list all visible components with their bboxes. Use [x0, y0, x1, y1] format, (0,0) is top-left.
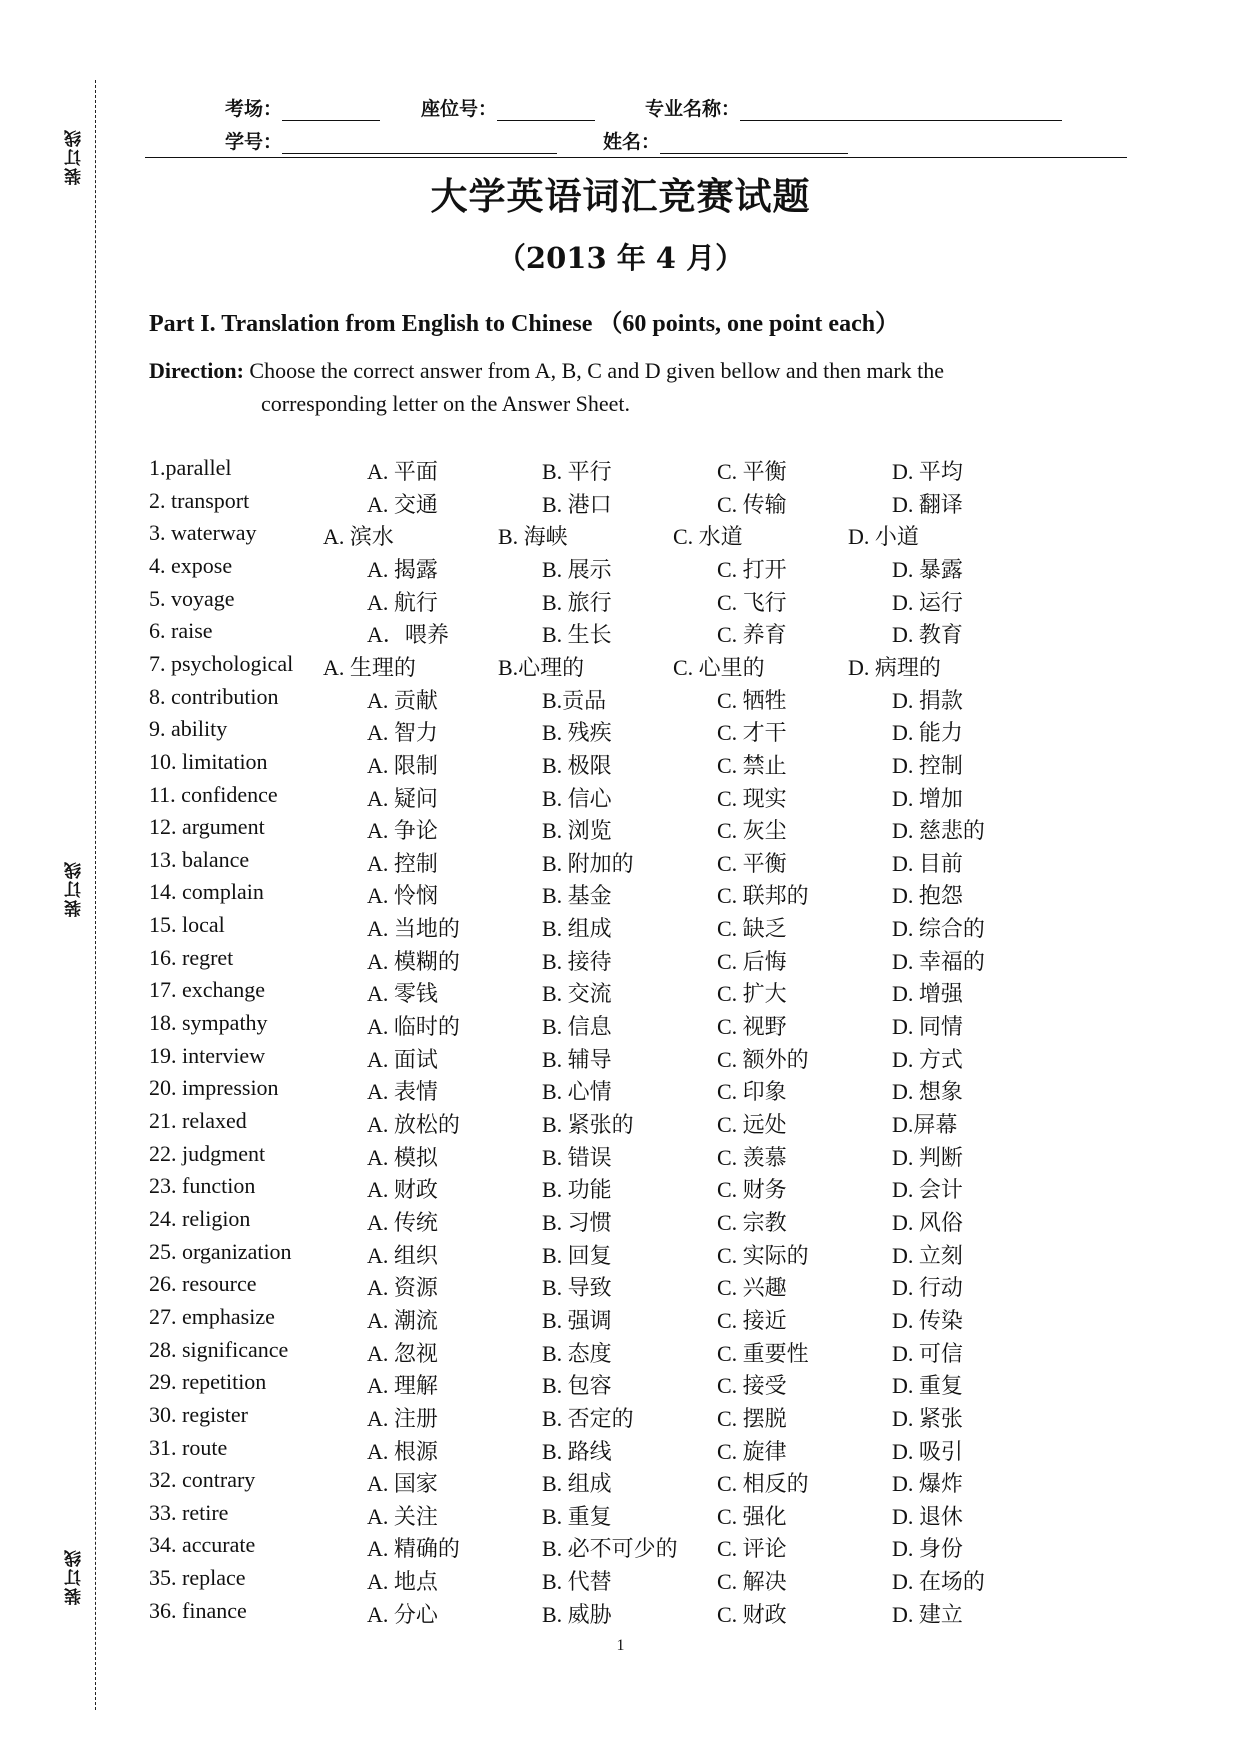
question-word: 4. expose — [149, 552, 233, 578]
question-row — [0, 1532, 1241, 1564]
option-c: C. 水道 — [673, 524, 743, 550]
option-b: B. 信息 — [542, 1014, 612, 1040]
option-d: D. 立刻 — [892, 1242, 963, 1268]
option-b: B. 接待 — [542, 948, 612, 974]
question-word: 20. impression — [149, 1075, 279, 1101]
question-row — [0, 879, 1241, 911]
exam-room-field[interactable] — [282, 100, 380, 121]
exam-date: （2013 年 4 月） — [496, 241, 745, 275]
question-row — [0, 618, 1241, 650]
option-b: B. 重复 — [542, 1503, 612, 1529]
option-b: B. 错误 — [542, 1144, 612, 1170]
option-b: B. 强调 — [542, 1307, 612, 1333]
option-a: A. 揭露 — [367, 556, 438, 582]
option-a: A. 国家 — [367, 1471, 438, 1497]
option-a: A. 限制 — [367, 752, 438, 778]
question-row — [0, 977, 1241, 1009]
option-b: B. 心情 — [542, 1079, 612, 1105]
option-d: D. 运行 — [892, 589, 963, 615]
option-c: C. 羡慕 — [717, 1144, 787, 1170]
option-a: A. 控制 — [367, 850, 438, 876]
question-row — [0, 1010, 1241, 1042]
question-row — [0, 1500, 1241, 1532]
question-word: 13. balance — [149, 846, 250, 872]
option-d: D. 慈悲的 — [892, 818, 985, 844]
question-word: 32. contrary — [149, 1467, 256, 1493]
option-b: B. 浏览 — [542, 818, 612, 844]
option-c: C. 解决 — [717, 1569, 787, 1595]
option-a: A. 放松的 — [367, 1112, 460, 1137]
question-row — [0, 651, 1241, 683]
question-word: 26. resource — [149, 1271, 257, 1297]
option-b: B.贡品 — [542, 687, 607, 713]
question-row — [0, 782, 1241, 814]
question-word: 9. ability — [149, 716, 228, 742]
option-c: C. 牺牲 — [717, 687, 787, 713]
option-a: A. 平面 — [367, 459, 438, 484]
option-d: D. 紧张 — [892, 1405, 963, 1431]
option-b: B. 旅行 — [542, 589, 612, 615]
option-c: C. 相反的 — [717, 1471, 809, 1497]
question-row — [0, 1435, 1241, 1467]
option-b: B. 功能 — [542, 1177, 612, 1203]
page-title: 大学英语词汇竞赛试题 — [430, 174, 811, 218]
direction-label: Direction: — [149, 358, 244, 383]
question-word: 6. raise — [149, 618, 213, 644]
seat-field[interactable] — [497, 100, 595, 121]
option-c: C. 扩大 — [717, 981, 787, 1007]
option-d: D. 身份 — [892, 1536, 963, 1562]
option-b: B. 紧张的 — [542, 1112, 634, 1137]
option-d: D. 增强 — [892, 981, 963, 1007]
option-a: A. 理解 — [367, 1373, 438, 1399]
question-row — [0, 1173, 1241, 1205]
option-a: A. 航行 — [367, 589, 438, 615]
binding-label: 装订线 — [65, 1548, 85, 1605]
option-d: D. 行动 — [892, 1275, 963, 1301]
option-d: D. 平均 — [892, 459, 963, 484]
question-row — [0, 1043, 1241, 1075]
option-a: A. 关注 — [367, 1503, 438, 1529]
option-b: B. 必不可少的 — [542, 1536, 678, 1562]
option-c: C. 飞行 — [717, 589, 787, 615]
question-row — [0, 749, 1241, 781]
option-c: C. 平衡 — [717, 459, 787, 484]
exam-room-label: 考场： — [225, 98, 283, 120]
option-d: D. 综合的 — [892, 916, 985, 942]
question-word: 8. contribution — [149, 683, 279, 709]
option-c: C. 缺乏 — [717, 916, 787, 942]
question-row — [0, 1337, 1241, 1369]
option-b: B. 港口 — [542, 491, 612, 517]
question-word: 15. local — [149, 912, 225, 938]
option-b: B. 导致 — [542, 1275, 612, 1301]
option-b: B.心理的 — [498, 654, 585, 680]
option-a: A. 资源 — [367, 1275, 438, 1301]
option-d: D. 可信 — [892, 1340, 963, 1366]
option-a: A. 忽视 — [367, 1340, 438, 1366]
question-word: 34. accurate — [149, 1532, 256, 1558]
option-a: A．喂养 — [367, 622, 449, 648]
question-word: 29. repetition — [149, 1369, 267, 1395]
question-row — [0, 1402, 1241, 1434]
option-d: D. 判断 — [892, 1144, 963, 1170]
question-word: 31. route — [149, 1434, 228, 1460]
option-b: B. 辅导 — [542, 1046, 612, 1072]
question-row — [0, 1075, 1241, 1107]
question-word: 35. replace — [149, 1565, 246, 1591]
direction-text: Choose the correct answer from A, B, C and D given bellow and then mark the — [243, 358, 945, 383]
option-c: C. 宗教 — [717, 1209, 787, 1235]
option-b: B. 残疾 — [542, 720, 612, 746]
option-a: A. 临时的 — [367, 1014, 460, 1040]
option-d: D. 建立 — [892, 1601, 963, 1627]
option-d: D. 重复 — [892, 1373, 963, 1399]
option-c: C. 现实 — [717, 785, 787, 811]
option-d: D. 增加 — [892, 785, 963, 811]
option-d: D. 能力 — [892, 720, 963, 746]
direction-text: corresponding letter on the Answer Sheet. — [261, 391, 631, 416]
question-word: 12. argument — [149, 814, 265, 840]
question-word: 23. function — [149, 1173, 256, 1199]
question-row — [0, 814, 1241, 846]
question-row — [0, 1206, 1241, 1238]
option-a: A. 生理的 — [323, 654, 416, 680]
question-row — [0, 488, 1241, 520]
question-word: 33. retire — [149, 1499, 229, 1525]
option-d: D. 幸福的 — [892, 948, 985, 974]
option-b: B. 海峡 — [498, 524, 568, 550]
option-a: A. 地点 — [367, 1569, 438, 1595]
option-d: D.屏幕 — [892, 1112, 958, 1137]
option-a: A. 潮流 — [367, 1307, 438, 1333]
option-d: D. 目前 — [892, 850, 963, 876]
option-d: D. 捐款 — [892, 687, 963, 713]
option-d: D. 同情 — [892, 1014, 963, 1040]
option-b: B. 交流 — [542, 981, 612, 1007]
option-b: B. 威胁 — [542, 1601, 612, 1627]
question-row — [0, 684, 1241, 716]
option-d: D. 抱怨 — [892, 883, 963, 909]
question-row — [0, 1598, 1241, 1630]
option-a: A. 智力 — [367, 720, 438, 746]
question-row — [0, 455, 1241, 487]
option-c: C. 摆脱 — [717, 1405, 787, 1431]
major-label: 专业名称： — [645, 98, 741, 120]
option-d: D. 会计 — [892, 1177, 963, 1203]
option-a: A. 滨水 — [323, 524, 394, 550]
option-c: C. 实际的 — [717, 1242, 809, 1268]
option-d: D. 教育 — [892, 622, 963, 648]
option-a: A. 传统 — [367, 1209, 438, 1235]
student-id-field[interactable] — [282, 133, 557, 154]
option-c: C. 评论 — [717, 1536, 787, 1562]
option-d: D. 退休 — [892, 1503, 963, 1529]
option-b: B. 态度 — [542, 1340, 612, 1366]
option-d: D. 小道 — [848, 524, 919, 550]
option-c: C. 养育 — [717, 622, 787, 648]
option-c: C. 旋律 — [717, 1438, 787, 1464]
part-title: Part I. Translation from English to Chinese （60 points, one point each） — [149, 311, 900, 337]
option-b: B. 信心 — [542, 785, 612, 811]
question-word: 11. confidence — [149, 781, 278, 807]
name-field[interactable] — [660, 133, 848, 154]
option-c: C. 印象 — [717, 1079, 787, 1105]
option-c: C. 强化 — [717, 1503, 787, 1529]
option-a: A. 疑问 — [367, 785, 438, 811]
option-d: D. 想象 — [892, 1079, 963, 1105]
question-word: 28. significance — [149, 1336, 289, 1362]
question-word: 27. emphasize — [149, 1303, 275, 1329]
option-b: B. 生长 — [542, 622, 612, 648]
option-c: C. 视野 — [717, 1014, 787, 1040]
question-row — [0, 1304, 1241, 1336]
option-c: C. 额外的 — [717, 1046, 809, 1072]
option-b: B. 习惯 — [542, 1209, 612, 1235]
question-word: 3. waterway — [149, 520, 257, 546]
option-b: B. 路线 — [542, 1438, 612, 1464]
option-b: B. 附加的 — [542, 850, 634, 876]
option-b: B. 组成 — [542, 1471, 612, 1497]
name-label: 姓名： — [603, 131, 661, 153]
option-d: D. 翻译 — [892, 491, 963, 517]
question-word: 10. limitation — [149, 748, 268, 774]
question-row — [0, 912, 1241, 944]
option-c: C. 才干 — [717, 720, 787, 746]
option-d: D. 方式 — [892, 1046, 963, 1072]
question-row — [0, 1108, 1241, 1140]
header-rule — [145, 157, 1127, 158]
option-c: C. 兴趣 — [717, 1275, 787, 1301]
question-word: 1.parallel — [149, 455, 232, 480]
option-c: C. 接近 — [717, 1307, 787, 1333]
question-row — [0, 1271, 1241, 1303]
option-c: C. 财政 — [717, 1601, 787, 1627]
question-word: 7. psychological — [149, 650, 294, 676]
question-word: 24. religion — [149, 1205, 251, 1231]
option-a: A. 贡献 — [367, 687, 438, 713]
question-row — [0, 1141, 1241, 1173]
option-c: C. 联邦的 — [717, 883, 809, 909]
option-c: C. 远处 — [717, 1112, 787, 1137]
option-a: A. 交通 — [367, 491, 438, 517]
option-b: B. 回复 — [542, 1242, 612, 1268]
question-word: 19. interview — [149, 1042, 266, 1068]
question-word: 25. organization — [149, 1238, 292, 1264]
option-c: C. 接受 — [717, 1373, 787, 1399]
option-c: C. 灰尘 — [717, 818, 787, 844]
question-row — [0, 586, 1241, 618]
option-a: A. 零钱 — [367, 981, 438, 1007]
option-b: B. 代替 — [542, 1569, 612, 1595]
option-b: B. 包容 — [542, 1373, 612, 1399]
question-word: 30. register — [149, 1401, 248, 1427]
question-row — [0, 847, 1241, 879]
option-a: A. 注册 — [367, 1405, 438, 1431]
question-row — [0, 1369, 1241, 1401]
question-row — [0, 1467, 1241, 1499]
option-c: C. 心里的 — [673, 654, 765, 680]
option-b: B. 基金 — [542, 883, 612, 909]
option-d: D. 暴露 — [892, 556, 963, 582]
option-c: C. 平衡 — [717, 850, 787, 876]
question-row — [0, 553, 1241, 585]
question-word: 17. exchange — [149, 977, 266, 1003]
option-c: C. 财务 — [717, 1177, 787, 1203]
option-a: A. 争论 — [367, 818, 438, 844]
option-c: C. 重要性 — [717, 1340, 809, 1366]
major-field[interactable] — [740, 100, 1062, 121]
question-row — [0, 716, 1241, 748]
question-row — [0, 1565, 1241, 1597]
question-word: 36. finance — [149, 1597, 247, 1623]
question-word: 14. complain — [149, 879, 264, 905]
option-c: C. 打开 — [717, 556, 787, 582]
student-id-label: 学号： — [225, 131, 283, 153]
option-b: B. 平行 — [542, 459, 612, 484]
option-c: C. 传输 — [717, 491, 787, 517]
question-row — [0, 945, 1241, 977]
option-d: D. 风俗 — [892, 1209, 963, 1235]
question-word: 18. sympathy — [149, 1010, 268, 1036]
option-a: A. 精确的 — [367, 1536, 460, 1562]
question-word: 21. relaxed — [149, 1108, 247, 1133]
option-a: A. 财政 — [367, 1177, 438, 1203]
question-word: 22. judgment — [149, 1140, 266, 1166]
option-b: B. 展示 — [542, 556, 612, 582]
option-d: D. 在场的 — [892, 1569, 985, 1595]
direction-block — [149, 354, 1109, 420]
option-a: A. 面试 — [367, 1046, 438, 1072]
seat-label: 座位号： — [421, 98, 498, 120]
option-a: A. 表情 — [367, 1079, 438, 1105]
option-a: A. 根源 — [367, 1438, 438, 1464]
option-d: D. 爆炸 — [892, 1471, 963, 1497]
option-d: D. 病理的 — [848, 654, 941, 680]
option-d: D. 传染 — [892, 1307, 963, 1333]
option-a: A. 怜悯 — [367, 883, 438, 909]
option-a: A. 组织 — [367, 1242, 438, 1268]
option-b: B. 极限 — [542, 752, 612, 778]
option-b: B. 否定的 — [542, 1405, 634, 1431]
question-word: 16. regret — [149, 944, 234, 970]
option-b: B. 组成 — [542, 916, 612, 942]
question-word: 2. transport — [149, 487, 250, 513]
option-d: D. 吸引 — [892, 1438, 963, 1464]
question-word: 5. voyage — [149, 585, 235, 611]
question-row — [0, 1239, 1241, 1271]
option-c: C. 禁止 — [717, 752, 787, 778]
binding-label: 装订线 — [65, 860, 85, 917]
option-a: A. 当地的 — [367, 916, 460, 942]
binding-label: 装订线 — [65, 128, 85, 185]
option-c: C. 后悔 — [717, 948, 787, 974]
option-a: A. 模糊的 — [367, 948, 460, 974]
option-a: A. 分心 — [367, 1601, 438, 1627]
option-d: D. 控制 — [892, 752, 963, 778]
page-number: 1 — [616, 1637, 625, 1654]
option-a: A. 模拟 — [367, 1144, 438, 1170]
question-row — [0, 520, 1241, 552]
